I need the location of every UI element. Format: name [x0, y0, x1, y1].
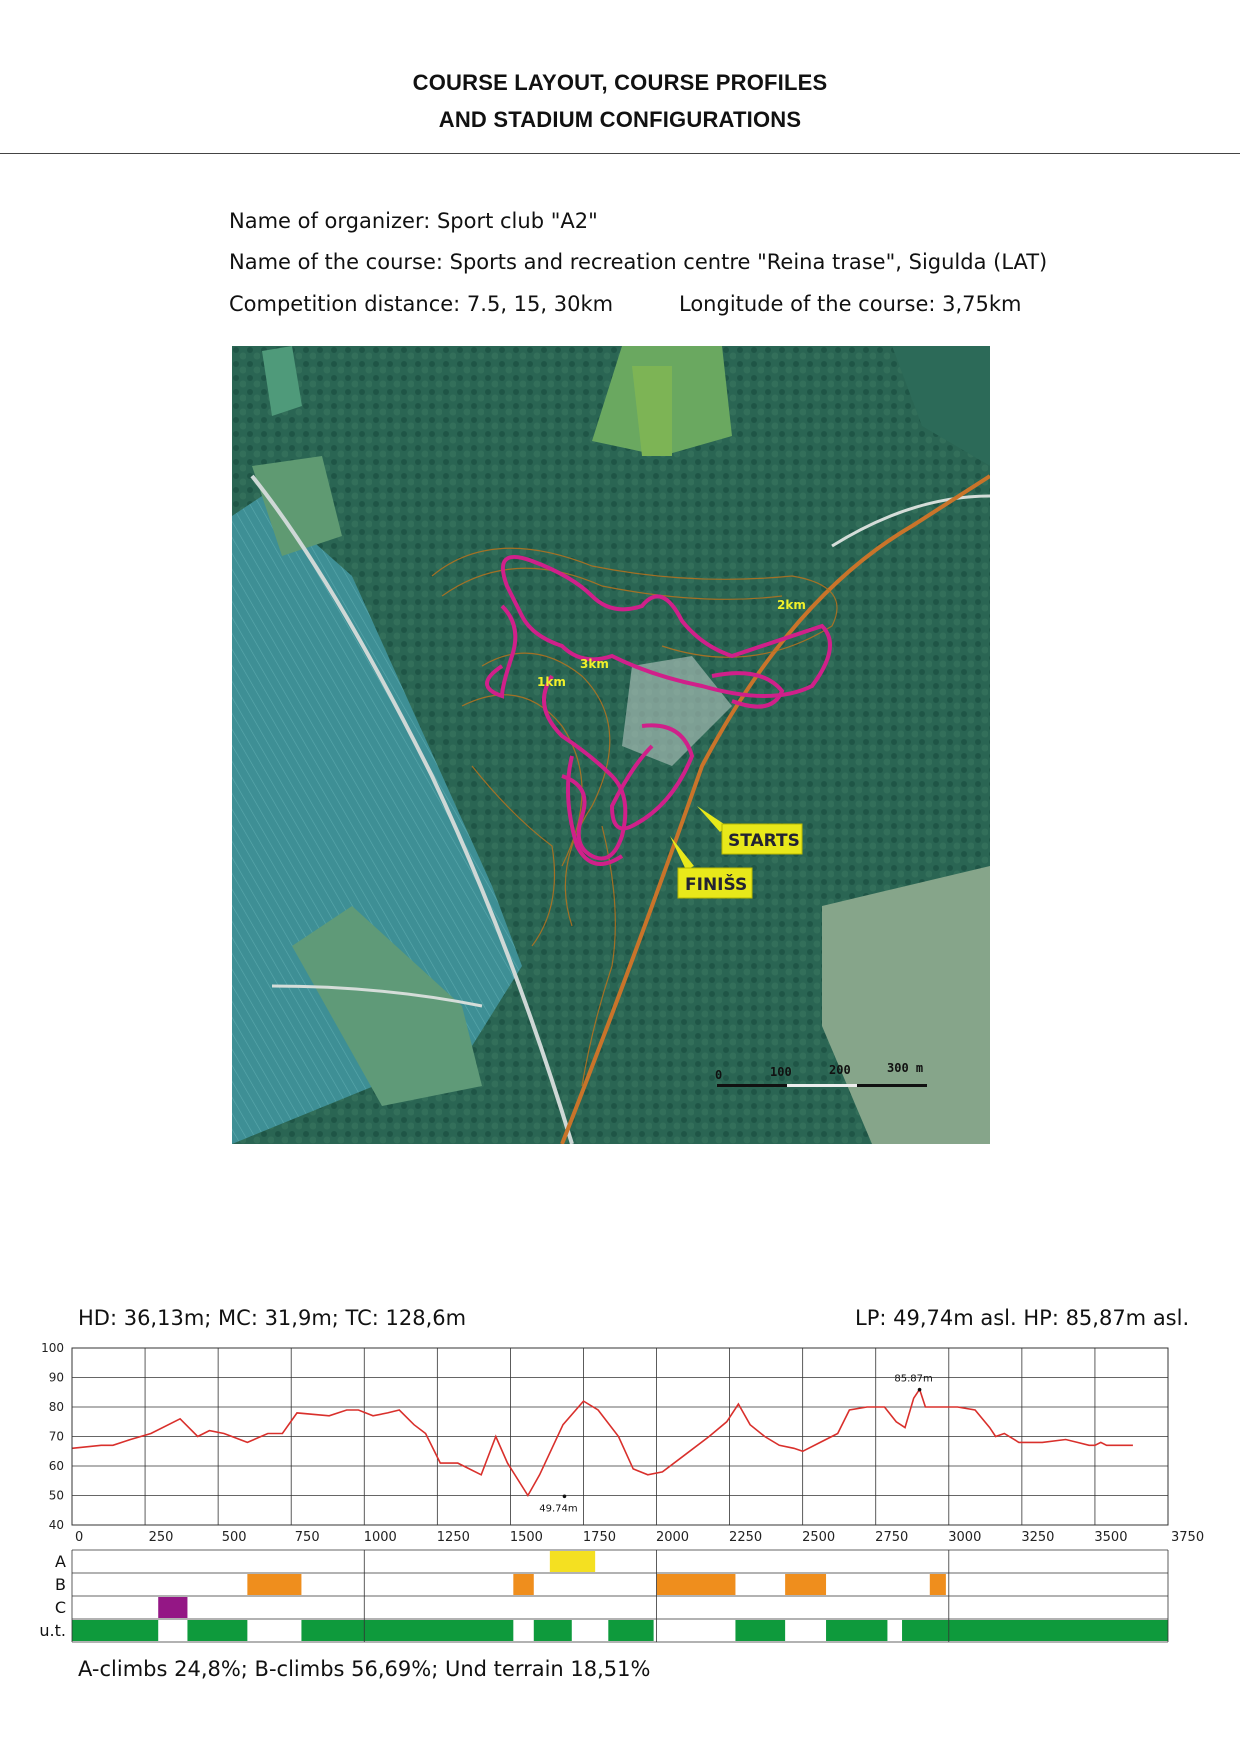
- km-marker-3: 3km: [580, 657, 609, 671]
- band-segment-b: [930, 1574, 946, 1595]
- scale-label: 300 m: [887, 1061, 924, 1075]
- starts-label: STARTS: [728, 831, 800, 851]
- course-longitude-text: Longitude of the course: 3,75km: [679, 292, 1022, 316]
- x-tick-label: 1750: [582, 1530, 617, 1545]
- x-tick-label: 2000: [655, 1530, 690, 1545]
- annotation-marker: [563, 1494, 567, 1498]
- band-segment-ut: [608, 1620, 653, 1641]
- x-tick-label: 3000: [948, 1530, 982, 1545]
- band-segment-b: [513, 1574, 533, 1595]
- band-row-label: B: [55, 1575, 66, 1594]
- band-segment-ut: [735, 1620, 785, 1641]
- x-tick-label: 2500: [802, 1530, 836, 1545]
- band-row-label: A: [55, 1552, 66, 1571]
- course-map: [232, 346, 990, 1144]
- header-divider: [0, 153, 1240, 154]
- page-title-line1: COURSE LAYOUT, COURSE PROFILES: [412, 70, 828, 95]
- x-tick-label: 3500: [1094, 1530, 1128, 1545]
- x-tick-label: 0: [75, 1530, 84, 1545]
- annotation-marker: [918, 1388, 922, 1392]
- y-tick-label: 40: [48, 1518, 64, 1532]
- x-tick-label: 500: [221, 1530, 247, 1545]
- profile-climb-stats: HD: 36,13m; MC: 31,9m; TC: 128,6m: [78, 1306, 467, 1330]
- x-tick-label: 1000: [363, 1530, 397, 1545]
- scale-label: 100: [770, 1065, 792, 1079]
- band-row-label: u.t.: [39, 1621, 66, 1640]
- km-marker-2: 2km: [777, 598, 806, 612]
- band-segment-ut: [826, 1620, 887, 1641]
- x-tick-label: 1250: [436, 1530, 470, 1545]
- x-tick-label: 2250: [729, 1530, 763, 1545]
- band-row-label: C: [54, 1598, 66, 1617]
- scale-label: 0: [715, 1068, 723, 1082]
- band-segment-ut: [534, 1620, 572, 1641]
- x-tick-label: 2750: [875, 1530, 909, 1545]
- band-segment-ut: [902, 1620, 1168, 1641]
- y-tick-label: 100: [41, 1341, 64, 1355]
- annotation-label: 49.74m: [539, 1503, 578, 1515]
- competition-distance-text: Competition distance: 7.5, 15, 30km: [229, 292, 614, 316]
- y-tick-label: 70: [48, 1429, 64, 1444]
- band-segment-b: [247, 1574, 301, 1595]
- elevation-profile-chart: [0, 1335, 1240, 1655]
- band-segment-ut: [72, 1620, 158, 1641]
- y-tick-label: 50: [48, 1488, 64, 1503]
- band-segment-ut: [301, 1620, 513, 1641]
- x-tick-label: 1500: [509, 1530, 543, 1545]
- finish-label: FINIŠS: [685, 875, 748, 895]
- course-name-text: Name of the course: Sports and recreation centre "Reina trase", Sigulda (LAT): [229, 250, 1048, 274]
- band-segment-ut: [187, 1620, 247, 1641]
- page-title-line2: AND STADIUM CONFIGURATIONS: [438, 107, 802, 132]
- profile-terrain-summary: A-climbs 24,8%; B-climbs 56,69%; Und terrain 18,51%: [78, 1657, 651, 1681]
- y-tick-label: 90: [48, 1370, 64, 1385]
- band-segment-a: [550, 1551, 595, 1572]
- x-tick-label: 250: [148, 1530, 174, 1545]
- band-segment-b: [657, 1574, 736, 1595]
- km-marker-1: 1km: [537, 675, 566, 689]
- y-tick-label: 80: [48, 1400, 64, 1414]
- y-tick-label: 60: [48, 1459, 64, 1473]
- x-tick-label: 750: [294, 1530, 320, 1545]
- organizer-text: Name of organizer: Sport club "A2": [229, 209, 598, 233]
- band-segment-b: [785, 1574, 826, 1595]
- x-tick-label: 3750: [1171, 1530, 1205, 1545]
- x-tick-label: 3250: [1021, 1530, 1055, 1545]
- band-segment-c: [158, 1597, 187, 1618]
- elevation-profile-line: [72, 1389, 1133, 1495]
- profile-altitude-stats: LP: 49,74m asl. HP: 85,87m asl.: [855, 1306, 1190, 1330]
- annotation-label: 85.87m: [894, 1373, 933, 1385]
- scale-label: 200: [829, 1063, 851, 1077]
